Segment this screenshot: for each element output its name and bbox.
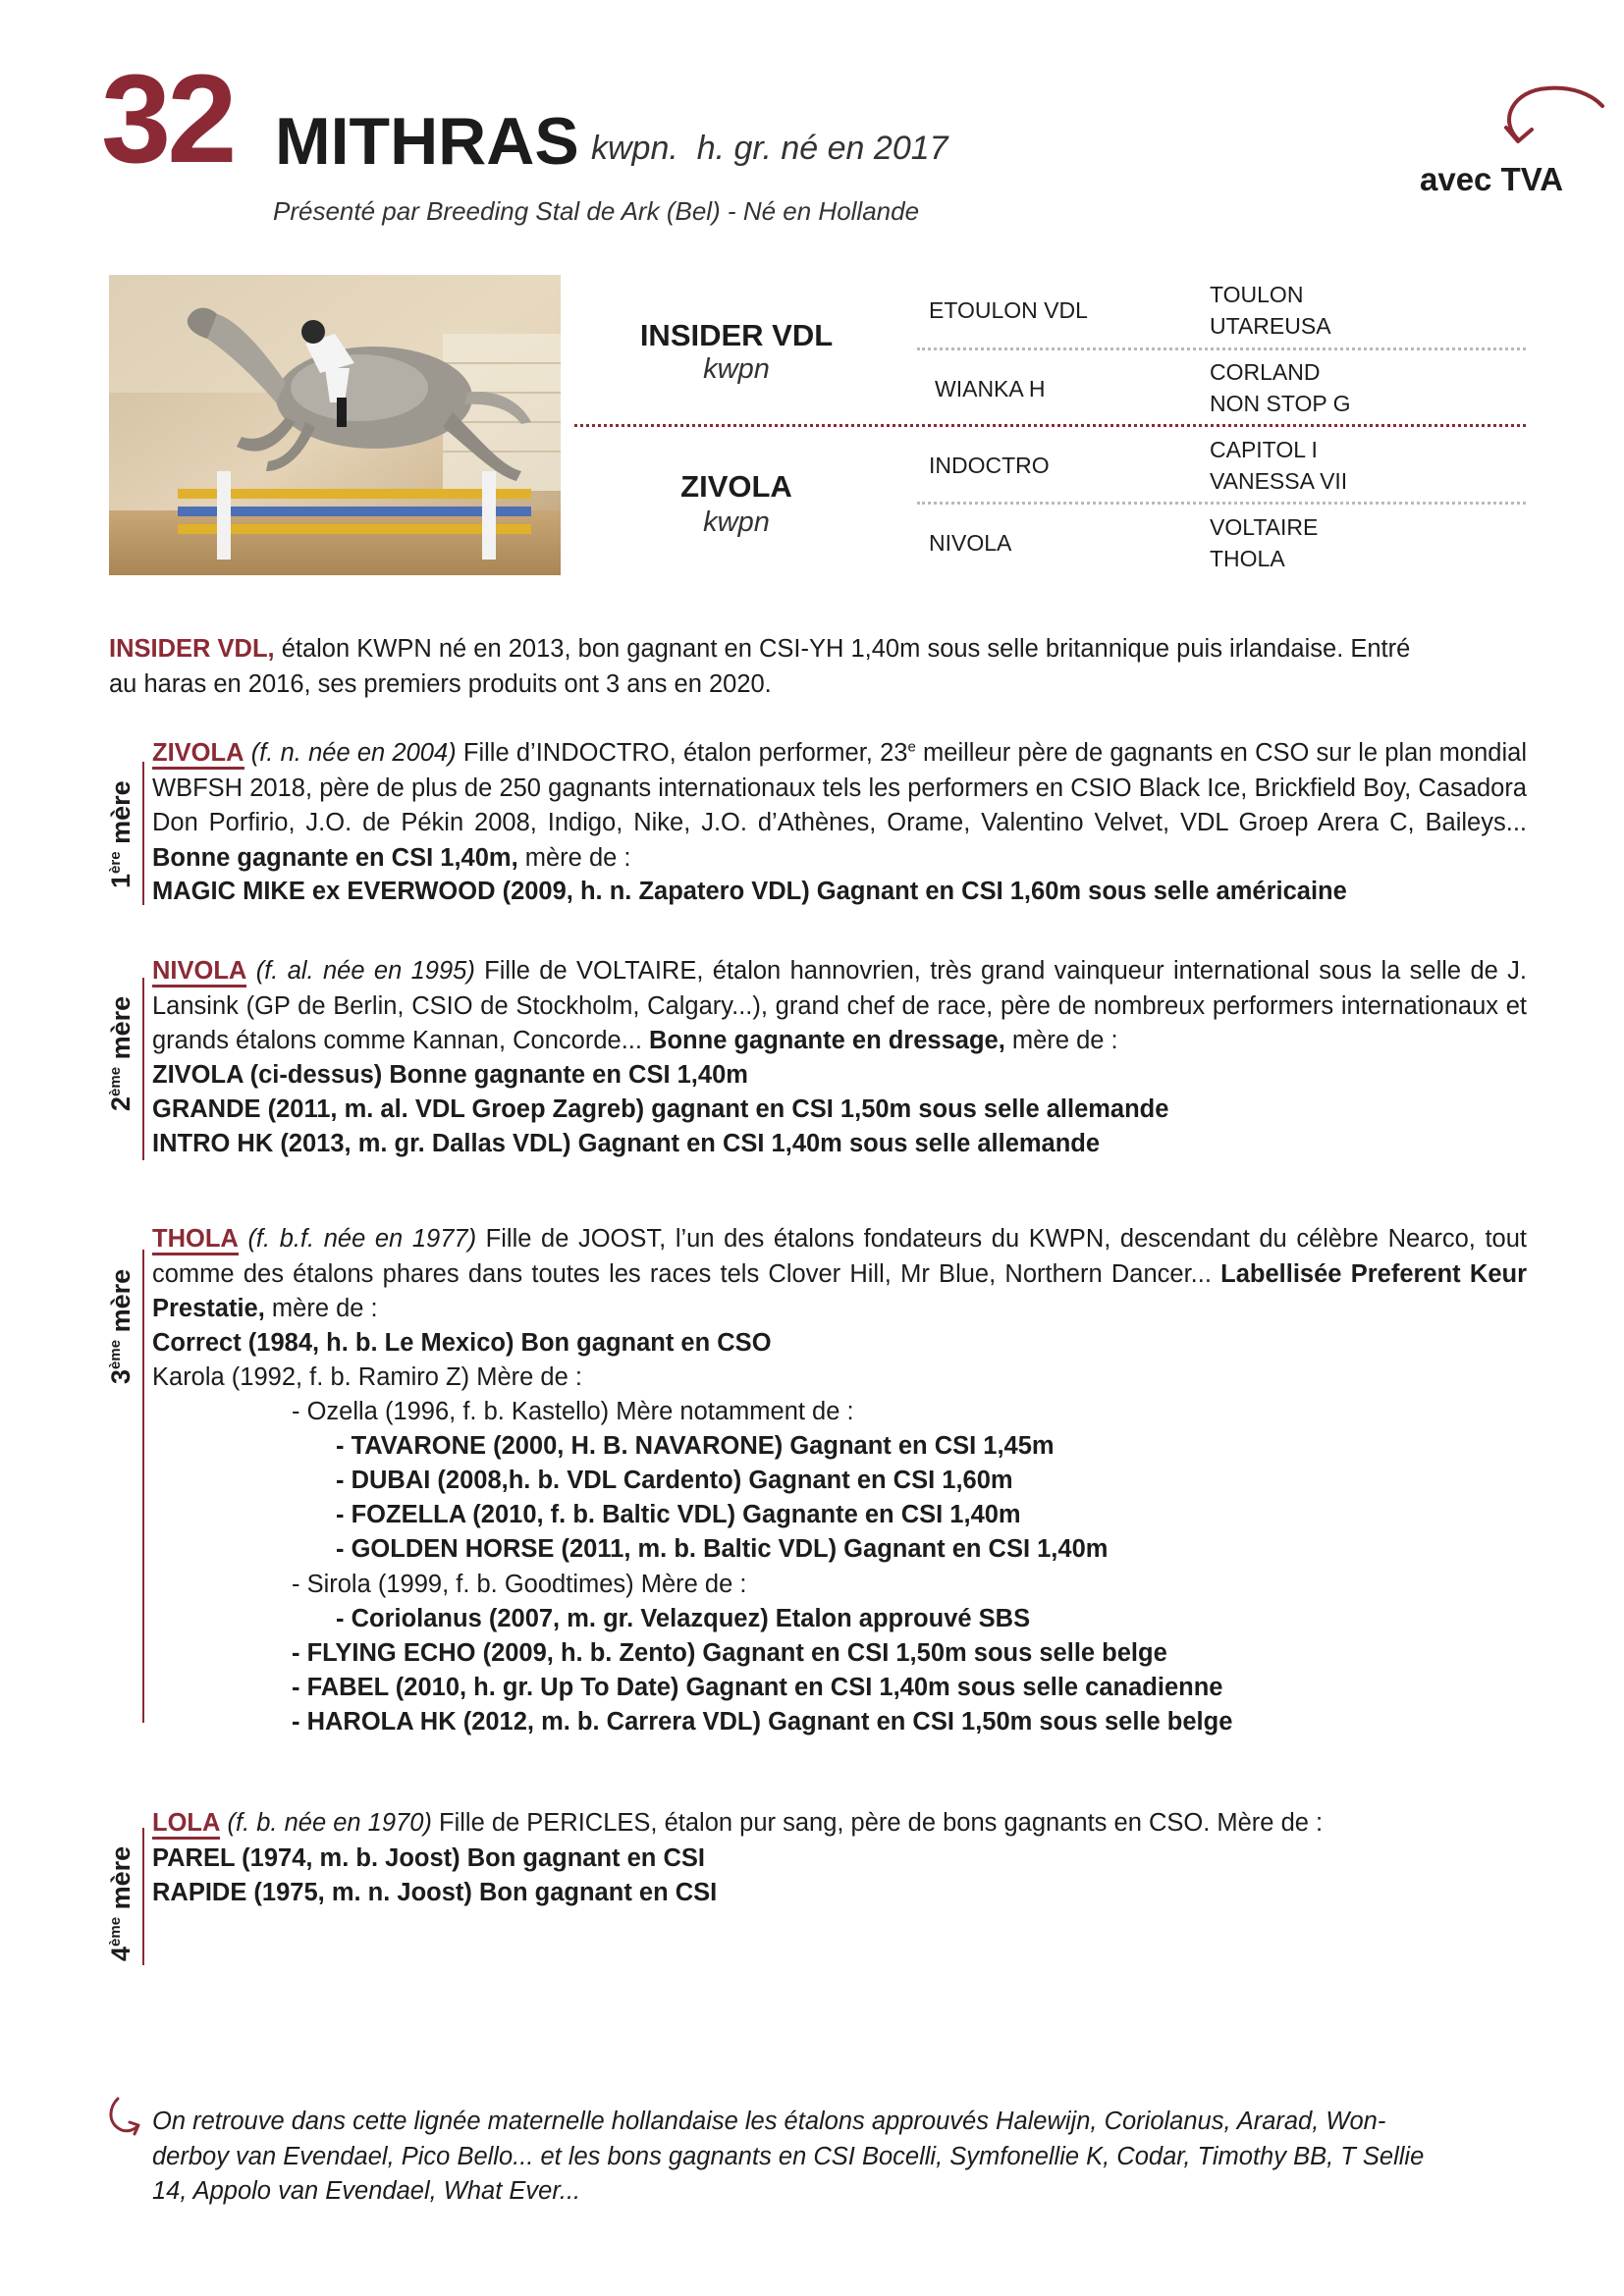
sire-breed: kwpn	[703, 353, 770, 385]
ozella-offspring-1: - TAVARONE (2000, H. B. NAVARONE) Gagnant en CSI 1,45m	[336, 1432, 1055, 1460]
curved-arrow-icon	[1489, 80, 1606, 149]
dam2-name: NIVOLA	[152, 957, 246, 988]
ggp-5: CAPITOL I	[1210, 437, 1318, 462]
lot-number: 32	[101, 49, 234, 189]
dam3-info: (f. b.f. née en 1977)	[247, 1225, 477, 1253]
dam1-info: (f. n. née en 2004)	[250, 739, 457, 767]
dam4-paragraph: LOLA (f. b. née en 1970) Fille de PERICLES, étalon pur sang, père de bons gagnants en CSO. Mère de :	[152, 1806, 1527, 1842]
dam3-line-correct: Correct (1984, h. b. Le Mexico) Bon gagnant en CSO	[152, 1329, 772, 1357]
sirola-offspring-1: - Coriolanus (2007, m. gr. Velazquez) Etalon approuvé SBS	[336, 1605, 1031, 1632]
curved-arrow-icon	[102, 2095, 145, 2138]
ggp-1: TOULON	[1210, 282, 1304, 307]
dam3-line-ozella: - Ozella (1996, f. b. Kastello) Mère notamment de :	[292, 1398, 854, 1425]
dam4-rule	[142, 1828, 144, 1965]
footer-line-2: derboy van Evendael, Pico Bello... et les bons gagnants en CSI Bocelli, Symfonellie K, Codar, Timothy BB, T Sellie	[152, 2142, 1425, 2170]
footer-line-3: 14, Appolo van Evendael, What Ever...	[152, 2177, 581, 2205]
sire-sire: ETOULON VDL	[929, 297, 1088, 323]
dam-name: ZIVOLA	[680, 469, 792, 504]
sire-paragraph	[109, 632, 1533, 702]
dam2-offspring-1: ZIVOLA (ci-dessus) Bonne gagnante en CSI 1,40m	[152, 1061, 748, 1089]
dam-breed: kwpn	[703, 507, 770, 538]
dam2-label: 2ème mère	[106, 995, 135, 1111]
ggp-7: VOLTAIRE	[1210, 514, 1319, 540]
dam1-offspring-1: MAGIC MIKE ex EVERWOOD (2009, h. n. Zapatero VDL) Gagnant en CSI 1,60m sous selle américaine	[152, 878, 1347, 905]
dam1-rule	[142, 762, 144, 905]
dam3-line-sirola: - Sirola (1999, f. b. Goodtimes) Mère de :	[292, 1571, 747, 1598]
karola-offspring-1: - FLYING ECHO (2009, h. b. Zento) Gagnant en CSI 1,50m sous selle belge	[292, 1639, 1167, 1667]
sire-dam: WIANKA H	[935, 376, 1046, 401]
dam-dam: NIVOLA	[929, 530, 1012, 556]
ggp-8: THOLA	[1210, 546, 1285, 571]
ozella-offspring-4: - GOLDEN HORSE (2011, m. b. Baltic VDL) Gagnant en CSI 1,40m	[336, 1535, 1109, 1563]
dam3-name: THOLA	[152, 1225, 239, 1255]
dam3-label: 3ème mère	[106, 1268, 135, 1384]
dam4-name: LOLA	[152, 1809, 220, 1840]
pedigree-divider-main	[574, 424, 1526, 427]
footer-line-1: On retrouve dans cette lignée maternelle hollandaise les étalons approuvés Halewijn, Coriolanus, Ararad, Won-	[152, 2108, 1386, 2135]
dam4-info: (f. b. née en 1970)	[227, 1809, 432, 1837]
dam3-paragraph: THOLA (f. b.f. née en 1977) Fille de JOOST, l’un des étalons fondateurs du KWPN, descendant du célèbre Nearco, tout comme des étalons phares dans toutes les races tels Clover Hill, Mr Blue, Northern Dancer... Labellisée Preferent Keur Prestatie, mère de :	[152, 1225, 1528, 1322]
pedigree-divider	[917, 347, 1526, 350]
sire-paragraph-name: INSIDER VDL,	[109, 635, 275, 663]
dam1-name: ZIVOLA	[152, 739, 244, 770]
tva-label: avec TVA	[1420, 161, 1564, 197]
dam2-offspring-3: INTRO HK (2013, m. gr. Dallas VDL) Gagnant en CSI 1,40m sous selle allemande	[152, 1130, 1101, 1157]
karola-offspring-3: - HAROLA HK (2012, m. b. Carrera VDL) Gagnant en CSI 1,50m sous selle belge	[292, 1708, 1233, 1735]
footer-note	[152, 2105, 1527, 2210]
dam4-offspring-1: PAREL (1974, m. b. Joost) Bon gagnant en CSI	[152, 1844, 705, 1872]
dam3-rule	[142, 1250, 144, 1723]
ozella-offspring-2: - DUBAI (2008,h. b. VDL Cardento) Gagnant en CSI 1,60m	[336, 1467, 1013, 1494]
dam1-paragraph: ZIVOLA (f. n. née en 2004) Fille d’INDOCTRO, étalon performer, 23e meilleur père de gagnants en CSO sur le plan mondial WBFSH 2018, père de plus de 250 gagnants internationaux tels les performers en CSIO Black Ice, Brickfield Boy, Casadora Don Porfirio, J.O. de Pékin 2008, Indigo, Nike, J.O. d’Athènes, Orame, Valentino Velvet, VDL Groep Arera C, Baileys... Bonne gagnante en CSI 1,40m, mère de :	[152, 738, 1527, 872]
pedigree-divider	[917, 502, 1526, 505]
dam2-info: (f. al. née en 1995)	[255, 957, 475, 985]
dam3-line-karola: Karola (1992, f. b. Ramiro Z) Mère de :	[152, 1363, 582, 1391]
horse-photo	[109, 275, 561, 575]
dam1-label: 1ère mère	[106, 780, 135, 888]
sire-paragraph-text: étalon KWPN né en 2013, bon gagnant en CSI-YH 1,40m sous selle britannique puis irlandaise. Entré	[274, 635, 1411, 663]
dam2-rule	[142, 978, 144, 1160]
horse-name: MITHRAS	[275, 104, 579, 179]
sire-name: INSIDER VDL	[639, 318, 834, 352]
dam2-paragraph: NIVOLA (f. al. née en 1995) Fille de VOLTAIRE, étalon hannovrien, très grand vainqueur international sous la selle de J. Lansink (GP de Berlin, CSIO de Stockholm, Calgary...), grand chef de race, père de nombreux performers internationaux et grands étalons comme Kannan, Concorde... Bonne gagnante en dressage, mère de :	[152, 957, 1527, 1054]
sire-paragraph-text-2: au haras en 2016, ses premiers produits ont 3 ans en 2020.	[109, 669, 772, 698]
ozella-offspring-3: - FOZELLA (2010, f. b. Baltic VDL) Gagnante en CSI 1,40m	[336, 1501, 1021, 1528]
ggp-2: UTAREUSA	[1210, 313, 1331, 339]
karola-offspring-2: - FABEL (2010, h. gr. Up To Date) Gagnant en CSI 1,40m sous selle canadienne	[292, 1674, 1223, 1701]
dam-sire: INDOCTRO	[929, 453, 1050, 478]
dam4-label: 4ème mère	[106, 1845, 135, 1961]
horse-description: kwpn. h. gr. né en 2017	[591, 130, 948, 167]
ggp-6: VANESSA VII	[1210, 468, 1348, 494]
ggp-3: CORLAND	[1210, 359, 1321, 385]
dam2-offspring-2: GRANDE (2011, m. al. VDL Groep Zagreb) gagnant en CSI 1,50m sous selle allemande	[152, 1095, 1169, 1123]
presenter-line: Présenté par Breeding Stal de Ark (Bel) - Né en Hollande	[273, 196, 920, 226]
ggp-4: NON STOP G	[1210, 391, 1351, 416]
dam4-offspring-2: RAPIDE (1975, m. n. Joost) Bon gagnant en CSI	[152, 1879, 718, 1906]
